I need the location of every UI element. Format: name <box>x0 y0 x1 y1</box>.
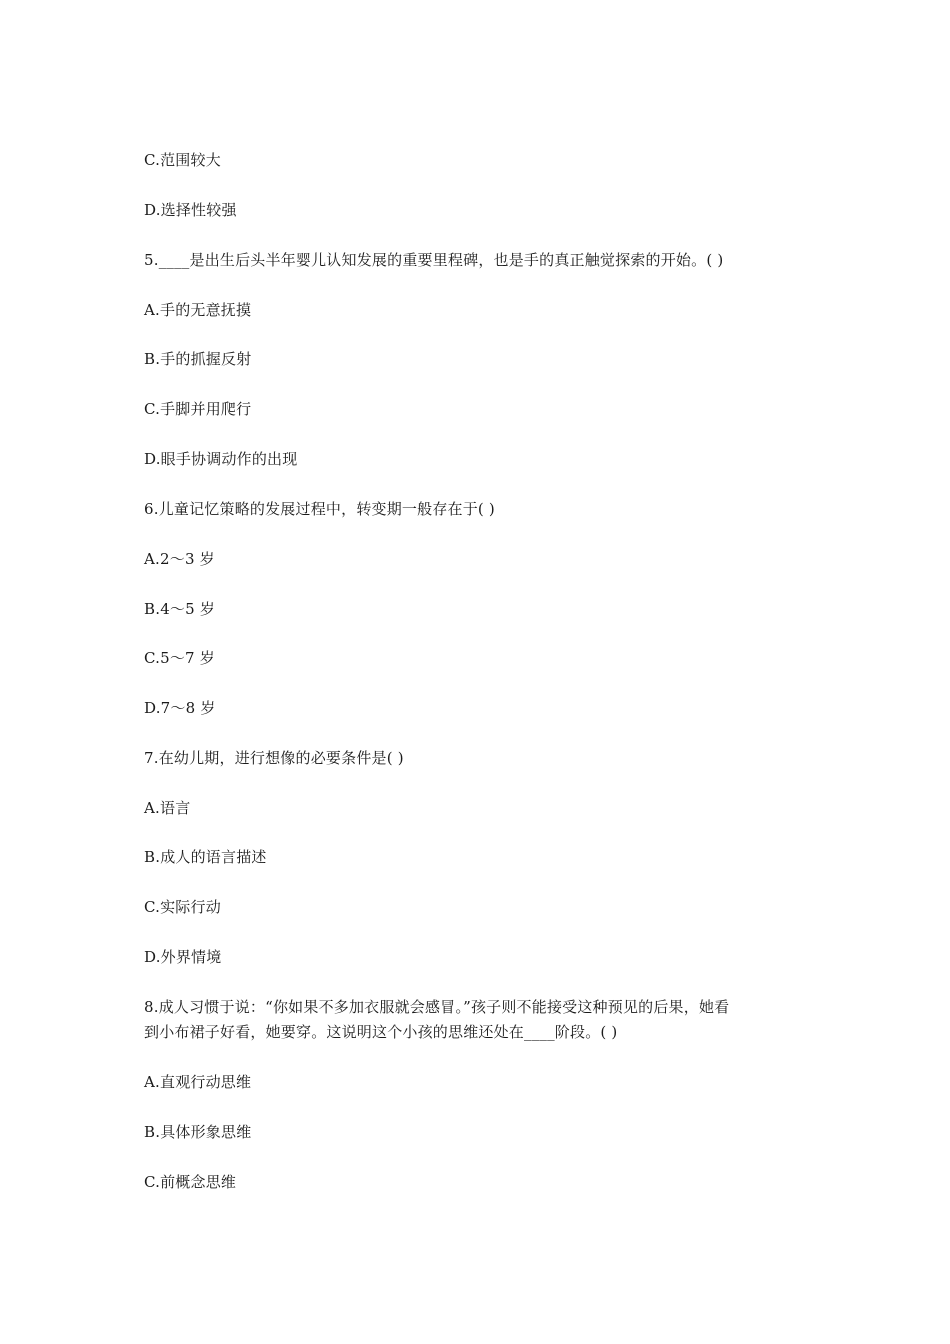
option-4d: D.选择性较强 <box>144 201 237 219</box>
option-7c: C.实际行动 <box>144 898 221 916</box>
option-8c: C.前概念思维 <box>144 1173 237 1191</box>
option-6d: D.7～8 岁 <box>144 699 216 717</box>
option-8a: A.直观行动思维 <box>144 1073 252 1091</box>
option-6a: A.2～3 岁 <box>144 550 215 568</box>
option-5b: B.手的抓握反射 <box>144 350 252 368</box>
question-6: 6.儿童记忆策略的发展过程中，转变期一般存在于( ) <box>144 500 495 518</box>
option-7d: D.外界情境 <box>144 948 222 966</box>
option-7a: A.语言 <box>144 799 191 817</box>
question-5: 5.____是出生后头半年婴儿认知发展的重要里程碑，也是手的真正触觉探索的开始。( ) <box>144 251 724 269</box>
option-5a: A.手的无意抚摸 <box>144 301 252 319</box>
option-8b: B.具体形象思维 <box>144 1123 252 1141</box>
question-8-line-1: 8.成人习惯于说：“你如果不多加衣服就会感冒。”孩子则不能接受这种预见的后果，她看 <box>144 998 730 1016</box>
option-6c: C.5～7 岁 <box>144 649 215 667</box>
option-5d: D.眼手协调动作的出现 <box>144 450 298 468</box>
option-5c: C.手脚并用爬行 <box>144 400 252 418</box>
option-4c: C.范围较大 <box>144 151 221 169</box>
option-7b: B.成人的语言描述 <box>144 848 267 866</box>
question-8-line-2: 到小布裙子好看，她要穿。这说明这个小孩的思维还处在____阶段。( ) <box>144 1023 618 1041</box>
option-6b: B.4～5 岁 <box>144 600 216 618</box>
question-7: 7.在幼儿期，进行想像的必要条件是( ) <box>144 749 404 767</box>
